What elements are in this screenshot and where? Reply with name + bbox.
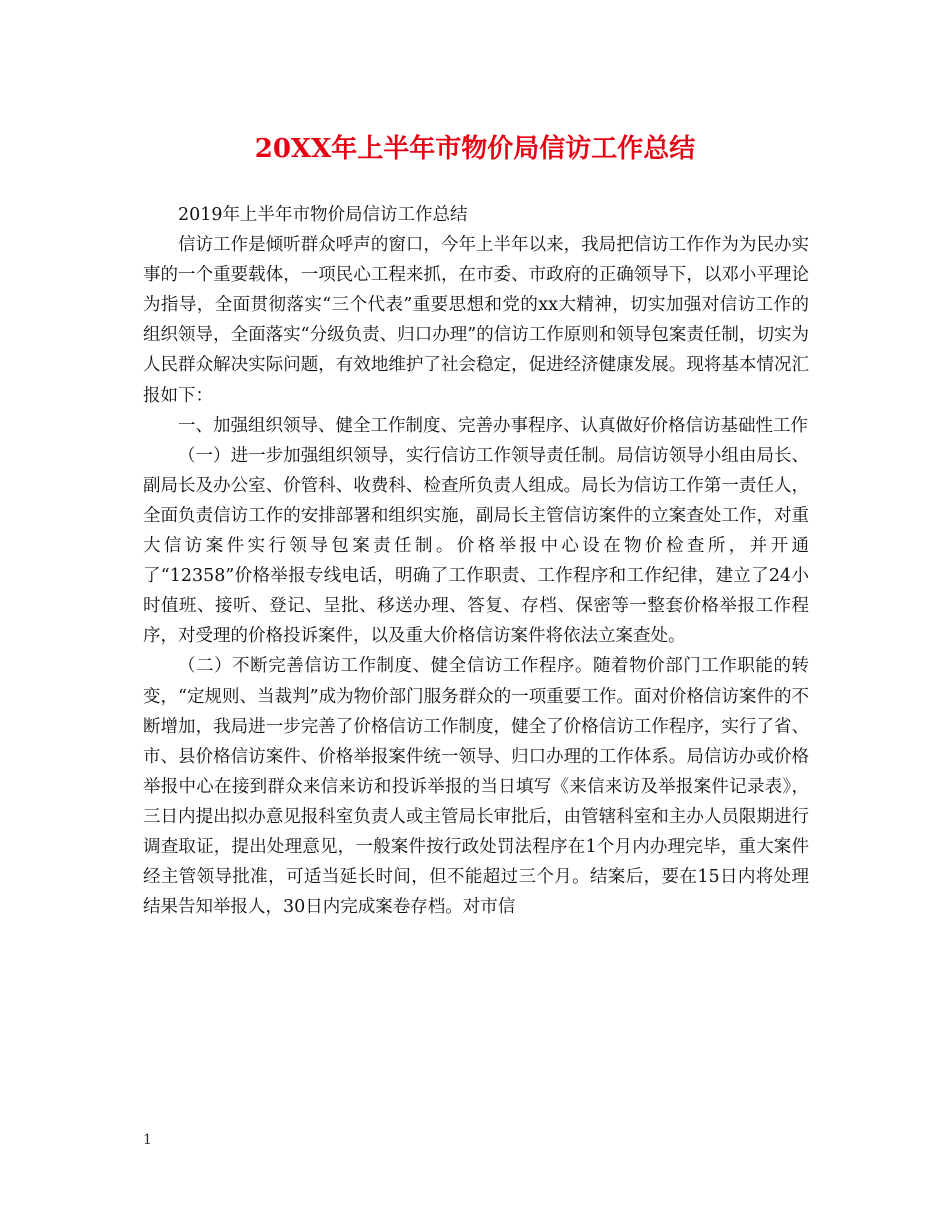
intro-paragraph: 信访工作是倾听群众呼声的窗口，今年上半年以来，我局把信访工作作为为民办实事的一个重要载体，一项民心工程来抓，在市委、市政府的正确领导下，以邓小平理论为指导，全面贯彻落实“三个代表”重要思想和党的xx大精神，切实加强对信访工作的组织领导，全面落实“分级负责、归口办理”的信访工作原则和领导包案责任制，切实为人民群众解决实际问题，有效地维护了社会稳定，促进经济健康发展。现将基本情况汇报如下：	[143, 235, 809, 406]
subtitle-paragraph: 2019年上半年市物价局信访工作总结	[178, 205, 468, 225]
subsection-paragraph-2: （二）不断完善信访工作制度、健全信访工作程序。随着物价部门工作职能的转变，“定规则、当裁判”成为物价部门服务群众的一项重要工作。面对价格信访案件的不断增加，我局进一步完善了价格信访工作制度，健全了价格信访工作程序，实行了省、市、县价格信访案件、价格举报案件统一领导、归口办理的工作体系。局信访办或价格举报中心在接到群众来信来访和投诉举报的当日填写《来信来访及举报案件记录表》，三日内提出拟办意见报科室负责人或主管局长审批后，由管辖科室和主办人员限期进行调查取证，提出处理意见，一般案件按行政处罚法程序在1个月内办理完毕，重大案件经主管领导批准，可适当延长时间，但不能超过三个月。结案后，要在15日内将处理结果告知举报人，30日内完成案卷存档。对市信	[143, 656, 809, 918]
page-number: 1	[143, 1132, 152, 1148]
document-title: 20XX年上半年市物价局信访工作总结	[254, 134, 696, 164]
section-heading-1: 一、加强组织领导、健全工作制度、完善办事程序、认真做好价格信访基础性工作	[178, 415, 808, 436]
subsection-paragraph-1: （一）进一步加强组织领导，实行信访工作领导责任制。局信访领导小组由局长、副局长及办公室、价管科、收费科、检查所负责人组成。局长为信访工作第一责任人，全面负责信访工作的安排部署和组织实施，副局长主管信访案件的立案查处工作，对重大信访案件实行领导包案责任制。价格举报中心设在物价检查所，并开通了“12358”价格举报专线电话，明确了工作职责、工作程序和工作纪律，建立了24小时值班、接听、登记、呈批、移送办理、答复、存档、保密等一整套价格举报工作程序，对受理的价格投诉案件，以及重大价格信访案件将依法立案查处。	[143, 445, 809, 647]
document-body	[143, 200, 809, 922]
